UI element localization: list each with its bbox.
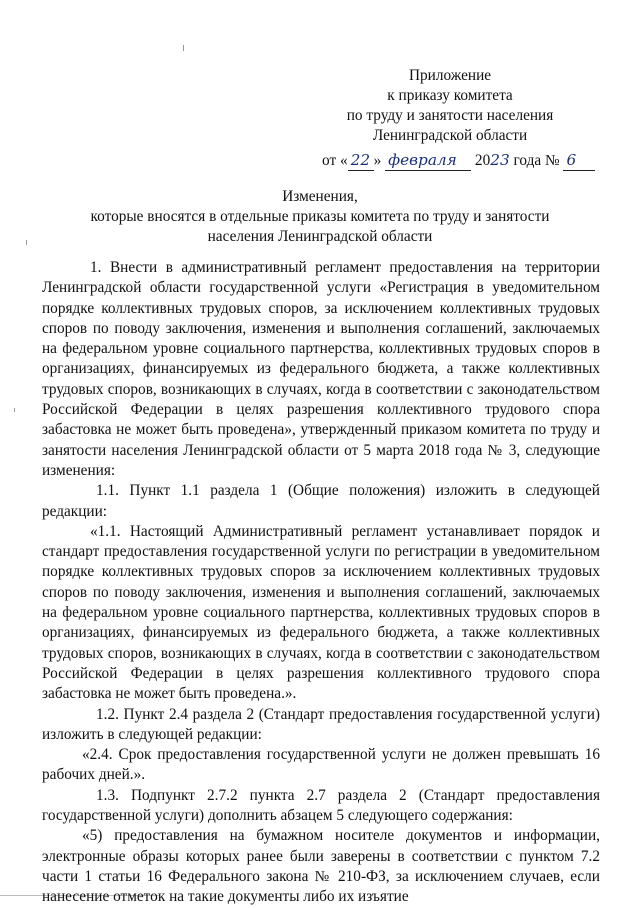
title-line: населения Ленинградской области (207, 228, 433, 245)
scan-mark (183, 45, 184, 51)
paragraph-quote-2-4: «2.4. Срок предоставления государственной услуги не должен превышать 16 рабочих дней.». (42, 746, 600, 784)
handwritten-year: 23 (490, 151, 510, 169)
attachment-line: Ленинградской области (372, 127, 528, 144)
paragraph-1-2: 1.2. Пункт 2.4 раздела 2 (Стандарт предоставления государственной услуги) изложить в следующей редакции: (42, 705, 600, 743)
attachment-header (300, 66, 600, 171)
attachment-line: к приказу комитета (387, 87, 513, 104)
handwritten-day: 22 (348, 150, 374, 171)
date-prefix: от « (322, 152, 348, 169)
paragraph-quote-5: «5) предоставления на бумажном носителе документов и информации, электронные образы которых ранее были заверены в соответствии с пунктом 7.2 части 1 статьи 16 Федерального закона № 210-ФЗ, за исключением случаев, если нанесение отметок на такие документы либо их изъятие (42, 827, 600, 906)
paragraph-1-3: 1.3. Подпункт 2.7.2 пункта 2.7 раздела 2 (Стандарт предоставления государственной услуги) дополнить абзацем 5 следующего содержания: (42, 786, 600, 825)
attachment-label: Приложение (408, 67, 492, 84)
year-prefix: 20 (474, 152, 491, 169)
paragraph-1-1: 1.1. Пункт 1.1 раздела 1 (Общие положения) изложить в следующей редакции: (42, 482, 600, 520)
paragraph-quote-1-1: «1.1. Настоящий Административный регламент устанавливает порядок и стандарт предоставления государственной услуги по регистрации в уведомительном порядке коллективных трудовых споров за исключением коллективных трудовых споров по поводу заключения, изменения и выполнения соглашений, заключаемых на федеральном уровне социального партнерства, коллективных трудовых споров в организациях, финансируемых из федерального бюджета, а также коллективных трудовых споров, возникающих в случаях, когда в соответствии с законодательством Российской Федерации в целях разрешения коллективного трудового спора забастовка не может быть проведена.». (42, 522, 600, 703)
document-title (40, 187, 600, 247)
scan-mark (26, 240, 27, 245)
date-quote: » (373, 152, 382, 169)
paragraph-1: 1. Внести в административный регламент предоставления на территории Ленинградской области государственной услуги «Регистрация в уведомительном порядке коллективных трудовых споров, за исключением коллективных трудовых споров по поводу заключения, изменения и выполнения соглашений, заключаемых на федеральном уровне социального партнерства, коллективных трудовых споров в организациях, финансируемых из федерального бюджета, а также коллективных трудовых споров, возникающих в случаях, когда в соответствии с законодательством Российской Федерации в целях разрешения коллективного трудового спора забастовка не может быть проведена», утвержденный приказом комитета по труду и занятости населения Ленинградской области от 5 марта 2018 года № 3, следующие изменения: (42, 259, 600, 479)
document-body (42, 258, 600, 908)
order-number-label: года № (513, 152, 560, 169)
title-line: которые вносятся в отдельные приказы комитета по труду и занятости (90, 208, 550, 225)
handwritten-month: февраля (385, 150, 471, 171)
scan-mark (14, 408, 15, 412)
attachment-line: по труду и занятости населения (346, 107, 554, 124)
handwritten-number: 6 (563, 150, 595, 171)
title-line: Изменения, (282, 188, 358, 205)
order-date-line (300, 150, 600, 171)
